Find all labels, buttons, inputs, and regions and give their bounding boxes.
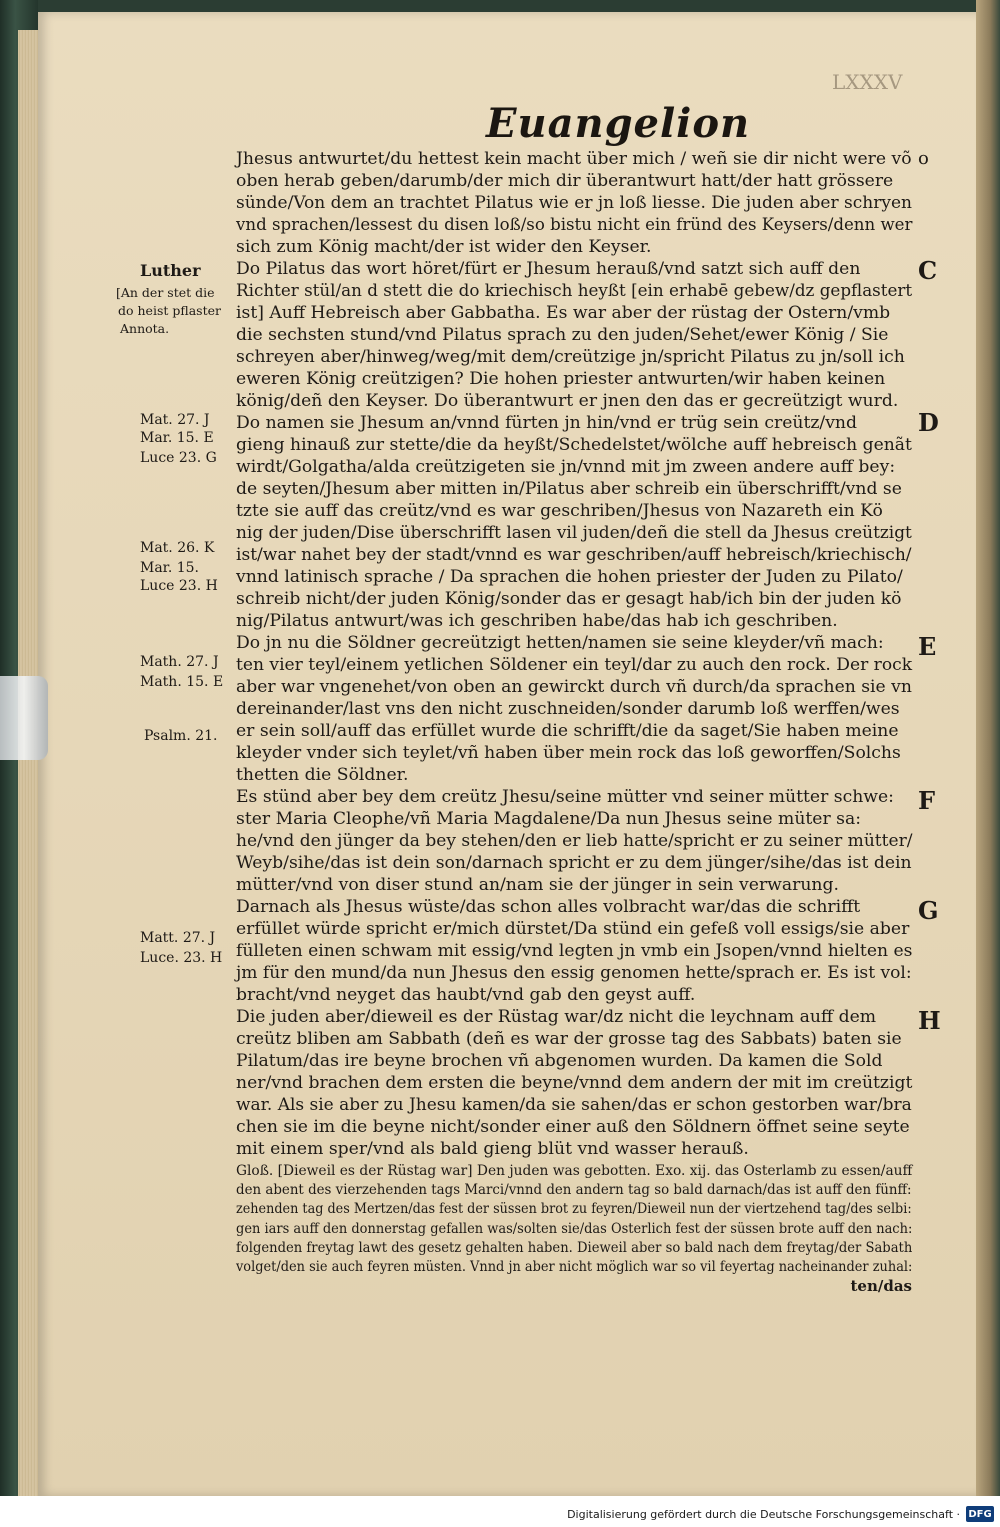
text-line: gieng hinauß zur stette/die da heyßt/Schedelstet/wölche auff hebreisch genãt (236, 435, 912, 455)
gloss-line: zehenden tag des Mertzen/das fest der süssen brot zu feyren/Dieweil nun der viertzehend tag/des selbi: (236, 1201, 912, 1218)
text-line: de seyten/Jhesum aber mitten in/Pilatus aber schreib ein überschrifft/vnd se (236, 479, 902, 499)
text-line: Do Pilatus das wort höret/fürt er Jhesum herauß/vnd satzt sich auff den (236, 259, 861, 279)
margin-note-1b: do heist pflaster (118, 303, 221, 318)
section-letter-c: C (918, 256, 938, 285)
plastic-clip (0, 676, 48, 760)
text-line: jm für den mund/da nun Jhesus den essig genomen hette/sprach er. Es ist vol: (236, 963, 912, 983)
gloss-line: volget/den sie auch feyren müsten. Vnnd jn aber nicht möglich war so vil feyertag nacheinander zuhal: (236, 1258, 913, 1275)
main-text-block (236, 148, 912, 1160)
text-line: oben herab geben/darumb/der mich dir überantwurt hatt/der hatt grössere (236, 171, 894, 191)
gloss-line: den abent des vierzehenden tags Marci/vnnd den andern tag so bald darnach/das ist auff den fünff: (236, 1182, 912, 1199)
right-page-edge (976, 0, 1000, 1510)
gloss-line: Gloß. [Dieweil es der Rüstag war] Den juden was gebotten. Exo. xij. das Osterlamb zu essen/auff (236, 1163, 913, 1179)
text-line: thetten die Söldner. (236, 765, 409, 785)
text-line: tzte sie auff das creütz/vnd es war geschriben/Jhesus von Nazareth ein Kö (236, 501, 883, 521)
section-letter-g: G (918, 896, 939, 925)
text-line: aber war vngenehet/von oben an gewirckt durch vñ durch/da sprachen sie vn (236, 677, 912, 697)
text-line: dereinander/last vns den nicht zuschneiden/sonder darumb loß werffen/wes (236, 699, 900, 719)
section-letter-o: o (918, 148, 929, 169)
text-line: ist] Auff Hebreisch aber Gabbatha. Es war aber der rüstag der Ostern/vmb (236, 303, 891, 323)
text-line: Es stünd aber bey dem creütz Jhesu/seine mütter vnd seiner mütter schwe: (236, 787, 894, 807)
margin-ref-1b: Mar. 15. E (140, 430, 214, 446)
margin-ref-3b: Math. 15. E (140, 674, 224, 690)
text-line: Weyb/sihe/das ist dein son/darnach spricht er zu dem jünger/sihe/das ist dein (236, 853, 912, 873)
text-line: mütter/vnd von diser stund an/nam sie der jünger in sein verwarung. (236, 875, 839, 895)
margin-luther: Luther (140, 261, 201, 280)
gloss-line: gen iars auff den donnerstag gefallen was/solten sie/das Osterlich fest der süssen brote auff den nach: (236, 1220, 913, 1237)
margin-ref-1c: Luce 23. G (140, 450, 217, 466)
margin-ref-2b: Mar. 15. (140, 560, 200, 576)
section-letter-f: F (918, 786, 936, 815)
margin-note-1c: Annota. (120, 321, 170, 336)
margin-note-1a: [An der stet die (116, 285, 215, 300)
text-line: schreyen aber/hinweg/weg/mit dem/creützige jn/spricht Pilatus zu jn/soll ich (236, 347, 905, 367)
gloss-line: ten/das (850, 1277, 912, 1296)
text-line: ster Maria Cleophe/vñ Maria Magdalene/Da nun Jhesus seine müter sa: (236, 809, 862, 829)
text-line: ist/war nahet bey der stadt/vnnd es war geschriben/auff hebreisch/kriechisch/ (236, 545, 912, 565)
text-line: fülleten einen schwam mit essig/vnd legten jn vmb ein Jsopen/vnnd hielten es (236, 941, 913, 961)
page-heading: Euangelion (486, 100, 751, 147)
section-letter-h: H (918, 1006, 941, 1035)
text-line: eweren König creützigen? Die hohen priester antwurten/wir haben keinen (236, 369, 886, 389)
gloss-line: folgenden freytag lawt des gesetz gehalten haben. Dieweil aber so bald nach dem freytag/der Sabath (236, 1239, 913, 1256)
text-line: er sein soll/auff das erfüllet wurde die schrifft/die da saget/Sie haben meine (236, 721, 899, 741)
text-line: he/vnd den jünger da bey stehen/den er lieb hatte/spricht er zu seiner mütter/ (236, 831, 913, 851)
text-line: Jhesus antwurtet/du hettest kein macht über mich / weñ sie dir nicht were võ (236, 149, 912, 169)
text-line: schreib nicht/der juden König/sonder das er gesagt hab/ich bin der juden kö (236, 589, 902, 609)
digitization-credit: Digitalisierung gefördert durch die Deutsche Forschungsgemeinschaft · (567, 1508, 960, 1521)
text-line: Do namen sie Jhesum an/vnnd fürten jn hin/vnd er trüg sein creütz/vnd (236, 413, 858, 433)
margin-ref-2a: Mat. 26. K (140, 540, 215, 556)
text-line: nig der juden/Dise überschrifft lasen vil juden/deñ die stell da Jhesus creützigt (236, 523, 912, 543)
margin-ref-1a: Mat. 27. J (140, 412, 210, 428)
text-line: kleyder vnder sich teylet/vñ haben über mein rock das loß geworffen/Solchs (236, 743, 901, 763)
text-line: ten vier teyl/einem yetlichen Söldener ein teyl/dar zu auch den rock. Der rock (236, 655, 913, 675)
dfg-logo: DFG (966, 1506, 994, 1522)
text-line: Darnach als Jhesus wüste/das schon alles volbracht war/das die schrifft (236, 897, 861, 917)
section-letter-e: E (918, 632, 937, 661)
text-line: Do jn nu die Söldner gecreützigt hetten/namen sie seine kleyder/vñ mach: (236, 633, 884, 653)
folio-number-bleed: LXXXV (832, 70, 903, 94)
text-line: erfüllet würde spricht er/mich dürstet/Da stünd ein gefeß voll essigs/sie aber (236, 919, 910, 939)
text-line: mit einem sper/vnd als bald gieng blüt vnd wasser herauß. (236, 1139, 749, 1159)
text-line: könig/deñ den Keyser. Do überantwurt er jnen den das er gecreützigt wurd. (236, 391, 899, 411)
section-letter-d: D (918, 408, 939, 437)
text-line: vnd sprachen/lessest du disen loß/so bistu nicht ein fründ des Keysers/denn wer (236, 215, 913, 235)
text-line: sich zum König macht/der ist wider den Keyser. (236, 237, 652, 257)
text-line: Richter stül/an d stett die do kriechisch heyßt [ein erhabē gebew/dz gepflastert (236, 281, 913, 301)
text-line: vnnd latinisch sprache / Da sprachen die hohen priester der Juden zu Pilato/ (236, 567, 903, 587)
text-line: creütz bliben am Sabbath (deñ es war der grosse tag des Sabbats) baten sie (236, 1029, 902, 1049)
text-line: chen sie im die beyne nicht/sonder einer auß den Söldnern öffnet seine seyte (236, 1117, 910, 1137)
text-line: Die juden aber/dieweil es der Rüstag war/dz nicht die leychnam auff dem (236, 1007, 877, 1027)
text-line: war. Als sie aber zu Jhesu kamen/da sie sahen/das er schon gestorben war/bra (236, 1095, 912, 1115)
text-line: sünde/Von dem an trachtet Pilatus wie er jn loß liesse. Die juden aber schryen (236, 193, 912, 213)
text-line: nig/Pilatus antwurt/was ich geschriben habe/das hab ich geschriben. (236, 611, 838, 631)
margin-ref-2c: Luce 23. H (140, 578, 218, 594)
text-line: ner/vnd brachen dem ersten die beyne/vnnd dem andern der mit im creützigt (236, 1073, 913, 1093)
margin-ref-3a: Math. 27. J (140, 654, 219, 670)
text-line: Pilatum/das ire beyne brochen vñ abgenomen wurden. Da kamen die Sold (236, 1051, 883, 1071)
text-line: bracht/vnd neyget das haubt/vnd gab den geyst auff. (236, 985, 696, 1005)
margin-ref-psalm: Psalm. 21. (144, 728, 218, 744)
gloss-text-block (236, 1162, 912, 1296)
margin-ref-5a: Matt. 27. J (140, 930, 216, 946)
margin-ref-5b: Luce. 23. H (140, 950, 223, 966)
text-line: wirdt/Golgatha/alda creützigeten sie jn/vnnd mit jm zween andere auff bey: (236, 457, 896, 477)
text-line: die sechsten stund/vnd Pilatus sprach zu den juden/Sehet/ewer König / Sie (236, 325, 889, 345)
